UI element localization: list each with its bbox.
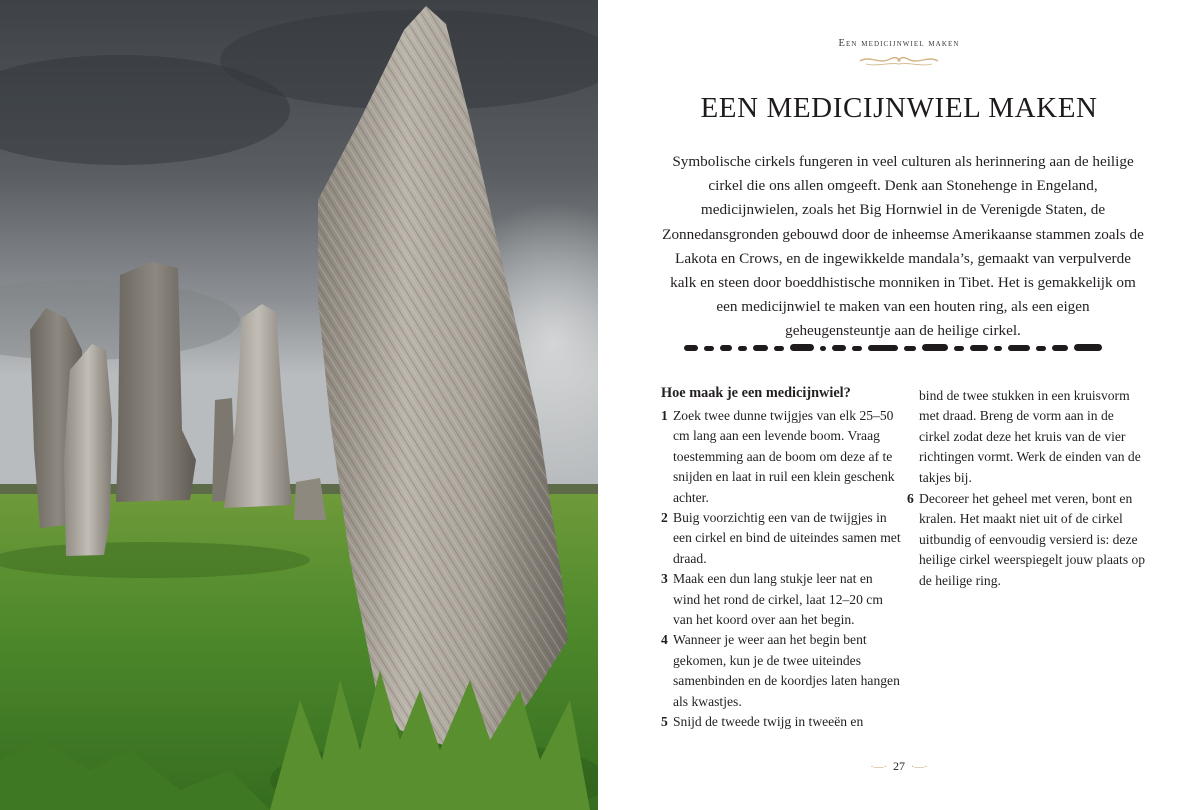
step-number: 1 (661, 408, 668, 423)
step-number: 4 (661, 632, 668, 648)
list-item (661, 630, 901, 712)
chapter-title: EEN MEDICIJNWIEL MAKEN (700, 92, 1098, 124)
step-number: 3 (661, 571, 668, 587)
instructions-column-left (661, 383, 901, 733)
step-number: 5 (661, 714, 668, 730)
standing-stone-front-left (64, 344, 112, 556)
step-text: Wanneer je weer aan het begin bent gekomen, kun je de twee uiteindes samenbinden en de koordjes laten hangen als kwastjes. (673, 632, 900, 709)
brush-divider-icon (684, 341, 1104, 355)
step-text: Buig voorzichtig een van de twijgjes in een cirkel en bind de uiteindes samen met draad. (673, 510, 901, 566)
flourish-ornament-icon (856, 53, 942, 67)
step-number: 6 (907, 491, 914, 507)
list-item (661, 712, 901, 732)
list-item (907, 489, 1147, 591)
steps-list (661, 406, 901, 733)
page-number-footer (598, 759, 1200, 774)
folio-ornament-right: ·—· (911, 762, 928, 773)
page-number: 27 (893, 759, 905, 773)
intro-paragraph: Symbolische cirkels fungeren in veel culturen als herinnering aan de heilige cirkel die ons allen omgeeft. Denk aan Stonehenge in Engeland, medicijnwielen, zoals het Big Hornwiel in de Verenigde Staten, de Zonnedansgronden gebouwd door de inheemse Amerikaanse stammen zoals de Lakota en Crows, en de ingewikkelde mandala’s, gemaakt van verpulverde kalk en steen door boeddhistische monniken in Tibet. Het is gemakkelijk om een medicijnwiel te maken van een houten ring, als een eigen geheugensteuntje aan de heilige cirkel. (662, 153, 1144, 340)
text-page (598, 0, 1200, 810)
folio-ornament-left: ·—· (870, 762, 887, 773)
step-5-continued: bind de twee stukken in een kruisvorm met draad. Breng de vorm aan in de cirkel zodat deze het kruis van de vier richtingen vormt. Werk de einden van de takjes bij. (919, 388, 1141, 485)
list-item (661, 406, 901, 508)
running-head: Een medicijnwiel maken (838, 38, 960, 49)
stone-shadow (0, 542, 310, 578)
step-text: Decoreer het geheel met veren, bont en kralen. Het maakt niet uit of de cirkel uitbundig of eenvoudig versierd is: deze heilige cirkel weerspiegelt jouw plaats op de heilige ring. (919, 491, 1146, 588)
standing-stones-image (0, 0, 598, 810)
list-item (661, 508, 901, 569)
standing-stones-photo (0, 0, 598, 810)
instructions-column-right (907, 386, 1147, 591)
step-text: Snijd de tweede twijg in tweeën en (673, 714, 864, 730)
step-text: Maak een dun lang stukje leer nat en wind het rond de cirkel, laat 12–20 cm van het koord over aan het begin. (673, 571, 883, 628)
howto-heading: Hoe maak je een medicijnwiel? (661, 385, 851, 401)
step-number: 2 (661, 510, 668, 526)
list-item (661, 569, 901, 630)
step-text: Zoek twee dunne twijgjes van elk 25–50 cm lang aan een levende boom. Vraag toestemming aan de boom om deze af te snijden en laat in ruil een klein geschenk achter. (673, 408, 895, 505)
